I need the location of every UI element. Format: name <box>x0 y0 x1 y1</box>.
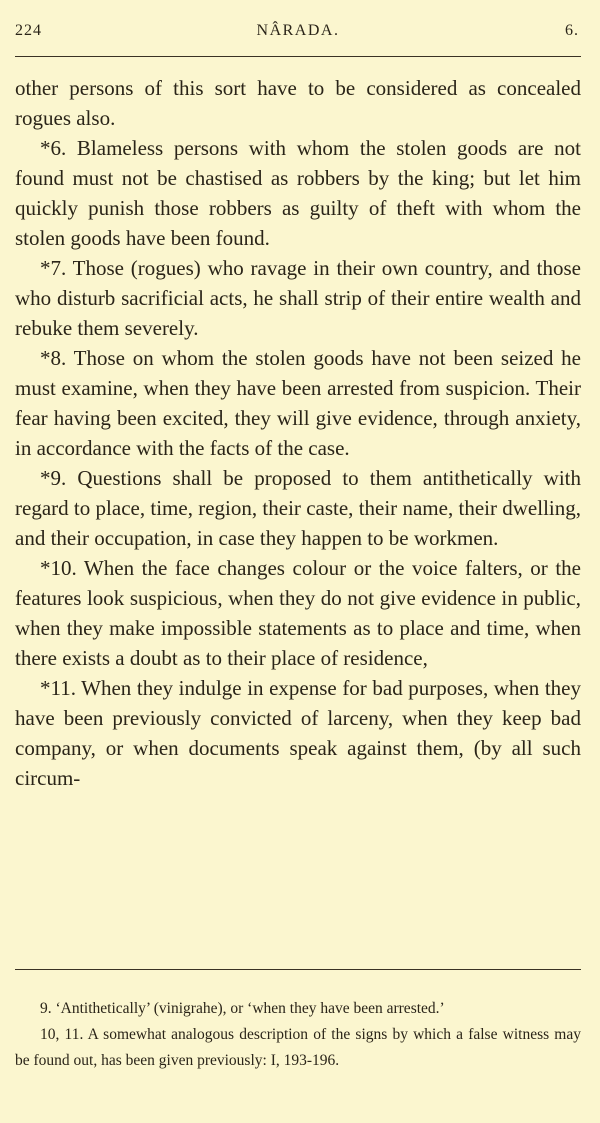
page <box>15 0 581 1123</box>
footnotes <box>15 996 581 1074</box>
running-title: NÂRADA. <box>256 22 340 39</box>
paragraph-7: *7. Those (rogues) who ravage in their own country, and those who disturb sacrificial acts, he shall strip of their entire wealth and rebuke them severely. <box>15 256 581 340</box>
paragraph-9: *9. Questions shall be proposed to them antithetically with regard to place, time, region, their caste, their name, their dwelling, and their occupation, in case they happen to be workmen. <box>15 466 581 550</box>
paragraph-6: *6. Blameless persons with whom the stolen goods are not found must not be chastised as robbers by the king; but let him quickly punish those robbers as guilty of theft with whom the stolen goods have been found. <box>15 136 581 250</box>
section-number: 6. <box>565 22 579 39</box>
paragraph-11: *11. When they indulge in expense for bad purposes, when they have been previously convicted of larceny, when they keep bad company, or when documents speak against them, (by all such circum- <box>15 676 581 790</box>
footnote-9: 9. ‘Antithetically’ (vinigrahe), or ‘when they have been arrested.’ <box>40 1000 445 1017</box>
main-text <box>15 73 581 793</box>
paragraph-10: *10. When the face changes colour or the voice falters, or the features look suspicious, when they do not give evidence in public, when they make impossible statements as to place and time, when there exists a doubt as to their place of residence, <box>15 556 581 670</box>
continuation-text: other persons of this sort have to be considered as concealed rogues also. <box>15 76 581 130</box>
footnote-rule <box>15 969 581 970</box>
header-rule <box>15 56 581 57</box>
paragraph-8: *8. Those on whom the stolen goods have not been seized he must examine, when they have been arrested from suspicion. Their fear having been excited, they will give evidence, through anxiety, in accordance with the facts of the case. <box>15 346 581 460</box>
page-number: 224 <box>15 22 42 39</box>
footnote-10-11: 10, 11. A somewhat analogous description of the signs by which a false witness may be found out, has been given previously: I, 193-196. <box>15 1026 581 1069</box>
running-header <box>15 22 581 46</box>
